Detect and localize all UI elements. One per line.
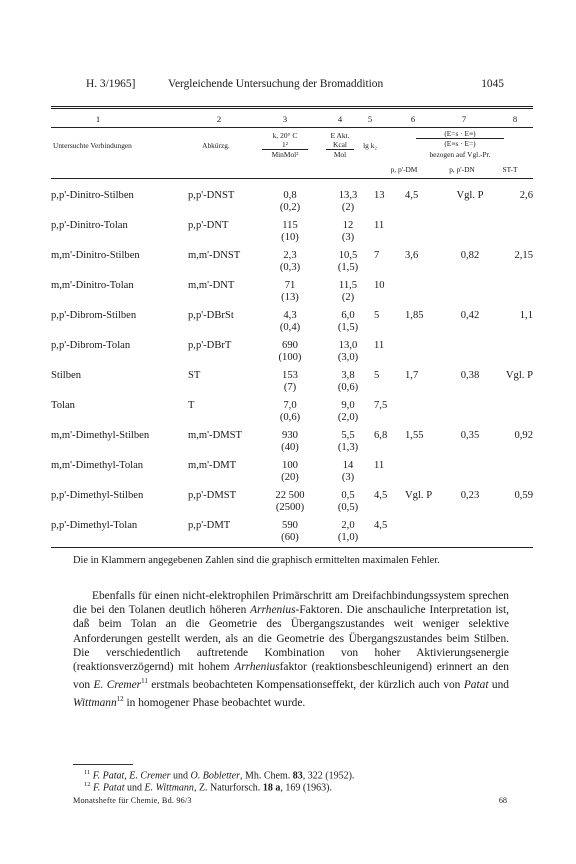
table-row-error — [51, 352, 533, 364]
column-number-4: 4 — [337, 114, 343, 124]
cell-dm: 4,5 — [405, 190, 419, 201]
journal-footer: Monatshefte für Chemie, Bd. 96/3 — [73, 796, 192, 805]
table-row — [51, 363, 533, 382]
cell-empty — [51, 472, 188, 484]
activation-energy-unit-den: Mol — [326, 149, 354, 159]
cell-empty — [497, 232, 533, 244]
cell-e: 0,5 — [341, 490, 355, 501]
cell-name: p,p'-Dibrom-Tolan — [51, 340, 131, 351]
cell-name: p,p'-Dibrom-Stilben — [51, 310, 137, 321]
cell-k_err: (2500) — [275, 501, 305, 513]
cell-k: 115 — [282, 220, 298, 231]
footnote-rule — [73, 764, 133, 765]
footnote-number: 11 — [84, 769, 91, 776]
cell-empty — [188, 412, 258, 424]
table-row — [51, 333, 533, 352]
table-row — [51, 423, 533, 442]
cell-k: 690 — [282, 340, 298, 351]
cell-empty — [405, 412, 443, 424]
cell-k: 153 — [282, 370, 298, 381]
body-paragraph — [73, 589, 509, 710]
cell-empty — [374, 382, 405, 394]
cell-abbr: p,p'-DMT — [188, 520, 231, 531]
table-row — [51, 453, 533, 472]
cell-abbr: m,m'-DMST — [188, 430, 242, 441]
rate-constant-unit-num: 1² — [282, 140, 288, 149]
activation-energy-label: E Akt. — [330, 131, 350, 140]
table-top-rule-2 — [51, 108, 533, 109]
cell-dn: Vgl. P — [456, 190, 484, 201]
cell-e: 2,0 — [341, 520, 355, 531]
footnote-authors: F. Patat — [93, 782, 125, 794]
table-row-error — [51, 532, 533, 544]
cell-e: 3,8 — [341, 370, 355, 381]
cell-empty — [497, 532, 533, 544]
cell-abbr: p,p'-DBrSt — [188, 310, 234, 321]
table-row-error — [51, 232, 533, 244]
cell-empty — [443, 532, 497, 544]
footnote-volume: 18 a — [262, 782, 281, 794]
table-row — [51, 273, 533, 292]
footnote-author2: E. Wittmann — [144, 782, 194, 794]
cell-empty — [374, 202, 405, 214]
cell-e: 13,0 — [338, 340, 358, 351]
ratio-denominator: (E≡s · E=) — [416, 138, 504, 148]
body-text-5: in homogener Phase beobachtet wurde. — [123, 697, 306, 710]
cell-k_err: (0,3) — [279, 261, 301, 273]
subheader-st-t: ST-T — [502, 165, 518, 174]
cell-lgk: 11 — [374, 340, 385, 351]
cell-abbr: ST — [188, 370, 201, 381]
cell-k: 0,8 — [283, 190, 297, 201]
footnote-12 — [84, 779, 332, 794]
column-number-8: 8 — [512, 114, 518, 124]
cell-lgk: 5 — [374, 310, 380, 321]
cell-abbr: p,p'-DNST — [188, 190, 235, 201]
cell-e: 12 — [342, 220, 354, 231]
running-title: Vergleichende Untersuchung der Bromaddition — [168, 78, 384, 90]
cell-k_err: (40) — [281, 441, 299, 453]
cell-dm: Vgl. P — [405, 490, 433, 501]
cell-empty — [374, 262, 405, 274]
header-compounds: Untersuchte Verbindungen — [53, 141, 132, 150]
cell-empty — [405, 202, 443, 214]
cell-empty — [443, 352, 497, 364]
cell-empty — [405, 442, 443, 454]
table-row — [51, 213, 533, 232]
cell-dm: 3,6 — [405, 250, 419, 261]
table-row — [51, 303, 533, 322]
cell-empty — [443, 202, 497, 214]
cell-abbr: m,m'-DNT — [188, 280, 235, 291]
cell-dn: 0,35 — [460, 430, 480, 441]
footnote-authors: F. Patat, E. Cremer — [92, 770, 171, 782]
cell-e_err: (0,6) — [337, 381, 359, 393]
table-row — [51, 243, 533, 262]
table-row-error — [51, 202, 533, 214]
cell-stt — [497, 273, 533, 292]
cell-lgk: 6,8 — [374, 430, 388, 441]
cell-dm: 1,7 — [405, 370, 419, 381]
cell-name: Stilben — [51, 370, 82, 381]
cell-e_err: (0,5) — [337, 501, 359, 513]
cell-empty — [497, 352, 533, 364]
cell-dm: 1,55 — [405, 430, 424, 441]
body-arrhenius-1: Arrhenius — [250, 604, 296, 617]
cell-empty — [188, 232, 258, 244]
footnote-ref-11[interactable]: 11 — [141, 677, 148, 686]
cell-empty — [188, 442, 258, 454]
body-text-1: Ebenfalls für einen nicht-elektrophilen Primärschritt am Dreifachbindungssystem sprechen die bei den Tolanen deutlich höheren — [73, 590, 509, 617]
cell-empty — [405, 532, 443, 544]
cell-k_err: (7) — [283, 381, 297, 393]
cell-empty — [51, 412, 188, 424]
cell-e_err: (2) — [341, 291, 355, 303]
cell-name: p,p'-Dimethyl-Tolan — [51, 520, 138, 531]
cell-empty — [405, 322, 443, 334]
footnote-journal: , Mh. Chem. — [239, 770, 293, 782]
table-row-error — [51, 442, 533, 454]
cell-empty — [497, 382, 533, 394]
cell-empty — [374, 232, 405, 244]
cell-e_err: (1,0) — [337, 531, 359, 543]
table-row — [51, 393, 533, 412]
cell-e: 11,5 — [338, 280, 358, 291]
cell-empty — [188, 502, 258, 514]
signature-number: 68 — [498, 796, 507, 805]
body-patat: Patat — [463, 679, 489, 692]
cell-k_err: (0,4) — [279, 321, 301, 333]
cell-dn: 0,38 — [460, 370, 480, 381]
cell-dn: 0,42 — [460, 310, 480, 321]
cell-empty — [497, 322, 533, 334]
cell-lgk: 7 — [374, 250, 380, 261]
cell-empty — [443, 442, 497, 454]
cell-dn: 0,82 — [460, 250, 480, 261]
running-header — [86, 78, 504, 92]
cell-empty — [374, 532, 405, 544]
footnote-number: 12 — [84, 781, 91, 788]
cell-empty — [51, 382, 188, 394]
table-row-error — [51, 292, 533, 304]
cell-e: 6,0 — [341, 310, 355, 321]
cell-empty — [374, 352, 405, 364]
cell-k: 100 — [282, 460, 298, 471]
cell-empty — [497, 472, 533, 484]
cell-empty — [188, 532, 258, 544]
cell-e: 14 — [342, 460, 354, 471]
cell-empty — [443, 472, 497, 484]
cell-empty — [51, 322, 188, 334]
cell-abbr: m,m'-DNST — [188, 250, 241, 261]
column-number-3: 3 — [282, 114, 288, 124]
page-number: 1045 — [481, 78, 504, 90]
cell-e: 5,5 — [341, 430, 355, 441]
journal-issue: H. 3/1965] — [86, 78, 136, 90]
header-ratio — [396, 122, 524, 159]
cell-stt: 2,15 — [514, 250, 533, 261]
cell-empty — [443, 232, 497, 244]
ratio-reference: bezogen auf Vgl.-Pr. — [429, 150, 491, 159]
cell-empty — [188, 472, 258, 484]
cell-k_err: (10) — [281, 231, 299, 243]
footnote-und: und — [124, 782, 145, 794]
body-und: und — [488, 679, 510, 692]
cell-lgk: 13 — [374, 190, 385, 201]
column-number-7: 7 — [461, 114, 467, 124]
cell-dm — [405, 333, 443, 352]
subheader-dn: p, p'-DN — [449, 165, 475, 174]
cell-empty — [188, 262, 258, 274]
cell-abbr: p,p'-DMST — [188, 490, 237, 501]
cell-name: m,m'-Dimethyl-Tolan — [51, 460, 144, 471]
cell-k: 7,0 — [283, 400, 297, 411]
table-row-error — [51, 262, 533, 274]
body-text-3: faktor (reaktionsbeschleunigend) erinnert an den von — [73, 661, 509, 692]
footnote-pages: , 169 (1963). — [280, 782, 332, 794]
cell-lgk: 5 — [374, 370, 380, 381]
cell-k: 4,3 — [283, 310, 297, 321]
cell-k_err: (0,6) — [279, 411, 301, 423]
cell-dm — [405, 453, 443, 472]
cell-dm — [405, 273, 443, 292]
rate-constant-unit-den: MinMol² — [262, 149, 308, 159]
table-note: Die in Klammern angegebenen Zahlen sind die graphisch ermittelten maximalen Fehler. — [73, 555, 440, 566]
cell-k: 71 — [284, 280, 296, 291]
cell-empty — [51, 202, 188, 214]
cell-stt — [497, 213, 533, 232]
cell-k: 22 500 — [275, 490, 305, 501]
cell-name: m,m'-Dimethyl-Stilben — [51, 430, 150, 441]
cell-e_err: (2,0) — [337, 411, 359, 423]
cell-empty — [497, 202, 533, 214]
cell-abbr: p,p'-DBrT — [188, 340, 232, 351]
cell-e_err: (3) — [341, 231, 355, 243]
cell-empty — [374, 472, 405, 484]
cell-empty — [405, 382, 443, 394]
table-bottom-rule — [51, 547, 533, 548]
cell-e: 10,5 — [338, 250, 358, 261]
cell-empty — [51, 352, 188, 364]
activation-energy-unit-num: Kcal — [333, 140, 347, 149]
cell-lgk: 11 — [374, 460, 385, 471]
cell-abbr: p,p'-DNT — [188, 220, 229, 231]
data-table — [51, 190, 533, 543]
cell-empty — [405, 292, 443, 304]
table-top-rule — [51, 106, 533, 107]
cell-stt: 0,92 — [514, 430, 533, 441]
cell-empty — [374, 322, 405, 334]
cell-empty — [188, 352, 258, 364]
cell-e_err: (3,0) — [337, 351, 359, 363]
cell-k_err: (60) — [281, 531, 299, 543]
cell-name: m,m'-Dinitro-Tolan — [51, 280, 134, 291]
cell-empty — [51, 292, 188, 304]
cell-lgk: 4,5 — [374, 520, 388, 531]
column-number-2: 2 — [216, 114, 222, 124]
cell-dm: 1,85 — [405, 310, 424, 321]
body-arrhenius-2: Arrhenius — [234, 661, 280, 674]
footnote-author2: O. Bobletter — [190, 770, 240, 782]
cell-e: 9,0 — [341, 400, 355, 411]
cell-e_err: (2) — [341, 201, 355, 213]
cell-empty — [188, 322, 258, 334]
cell-stt — [497, 453, 533, 472]
cell-empty — [497, 442, 533, 454]
cell-empty — [51, 502, 188, 514]
header-lg-k: lg k₂ — [363, 141, 377, 150]
cell-empty — [374, 442, 405, 454]
cell-empty — [51, 442, 188, 454]
cell-dn: 0,23 — [460, 490, 480, 501]
table-row-error — [51, 472, 533, 484]
cell-empty — [188, 202, 258, 214]
cell-stt — [497, 393, 533, 412]
cell-empty — [443, 502, 497, 514]
cell-empty — [374, 292, 405, 304]
body-cremer: E. Cremer — [93, 679, 142, 692]
cell-lgk: 4,5 — [374, 490, 388, 501]
footnote-journal: , Z. Naturforsch. — [193, 782, 263, 794]
cell-empty — [405, 352, 443, 364]
body-wittmann: Wittmann — [73, 697, 117, 710]
cell-empty — [405, 472, 443, 484]
cell-stt: 0,59 — [514, 490, 533, 501]
cell-empty — [405, 502, 443, 514]
cell-dm — [405, 513, 443, 532]
cell-abbr: T — [188, 400, 195, 411]
cell-empty — [374, 412, 405, 424]
cell-dn — [443, 513, 497, 532]
table-row — [51, 190, 533, 202]
body-text-4: erstmals beobachteten Kompensationseffekt, der kürzlich auch von — [147, 679, 464, 692]
cell-empty — [405, 232, 443, 244]
cell-name: p,p'-Dinitro-Stilben — [51, 190, 134, 201]
table-row-error — [51, 382, 533, 394]
header-rate-constant — [254, 131, 316, 159]
cell-empty — [443, 262, 497, 274]
cell-dm — [405, 213, 443, 232]
cell-empty — [497, 262, 533, 274]
cell-empty — [51, 532, 188, 544]
cell-e_err: (1,3) — [337, 441, 359, 453]
cell-empty — [51, 232, 188, 244]
cell-empty — [497, 292, 533, 304]
rate-constant-label: k, 20° C — [272, 131, 298, 140]
cell-k_err: (100) — [278, 351, 302, 363]
cell-dn — [443, 393, 497, 412]
cell-stt: Vgl. P — [505, 370, 533, 381]
ratio-numerator: (E=s · E≡) — [444, 129, 476, 138]
cell-k: 590 — [282, 520, 298, 531]
cell-e_err: (1,5) — [337, 321, 359, 333]
cell-empty — [443, 322, 497, 334]
header-abbreviation: Abkürzg. — [202, 141, 230, 150]
cell-k_err: (13) — [281, 291, 299, 303]
cell-k: 930 — [282, 430, 298, 441]
cell-empty — [188, 292, 258, 304]
footnote-pages: , 322 (1952). — [302, 770, 355, 782]
table-row-error — [51, 412, 533, 424]
cell-name: m,m'-Dinitro-Stilben — [51, 250, 140, 261]
footnote-und: und — [170, 770, 191, 782]
cell-lgk: 10 — [374, 280, 385, 291]
cell-dn — [443, 273, 497, 292]
footnote-ref-12[interactable]: 12 — [116, 695, 124, 704]
column-number-6: 6 — [410, 114, 416, 124]
table-body-rule — [51, 178, 533, 179]
cell-empty — [51, 262, 188, 274]
cell-abbr: m,m'-DMT — [188, 460, 237, 471]
column-number-5: 5 — [367, 114, 373, 124]
cell-name: p,p'-Dinitro-Tolan — [51, 220, 128, 231]
cell-name: Tolan — [51, 400, 75, 411]
cell-k_err: (20) — [281, 471, 299, 483]
cell-dn — [443, 213, 497, 232]
subheader-dm: p, p'-DM — [390, 165, 418, 174]
cell-empty — [443, 382, 497, 394]
table-row-error — [51, 322, 533, 334]
cell-k: 2,3 — [283, 250, 297, 261]
cell-empty — [405, 262, 443, 274]
cell-lgk: 7,5 — [374, 400, 388, 411]
cell-empty — [443, 412, 497, 424]
cell-lgk: 11 — [374, 220, 385, 231]
table-row-error — [51, 502, 533, 514]
cell-dm — [405, 393, 443, 412]
footnote-volume: 83 — [292, 770, 303, 782]
cell-e: 13,3 — [338, 190, 358, 201]
cell-dn — [443, 333, 497, 352]
cell-stt — [497, 513, 533, 532]
body-text-2: -Faktoren. Die anschauliche Interpretation ist, daß beim Tolan an die Geometrie des Übergangszustandes weit weniger selektive Anforderungen gestellt werden, als an die Geometrie des Übergangszustandes beim Stilben. Die verschiedentlich auftretende Kombination von hoher Aktivierungsenergie (reaktionsverzögernd) mit hohem — [73, 604, 509, 674]
table-row — [51, 483, 533, 502]
column-number-1: 1 — [95, 114, 101, 124]
cell-empty — [188, 382, 258, 394]
cell-e_err: (3) — [341, 471, 355, 483]
cell-empty — [497, 502, 533, 514]
cell-dn — [443, 453, 497, 472]
cell-stt — [497, 333, 533, 352]
cell-empty — [497, 412, 533, 424]
cell-empty — [374, 502, 405, 514]
cell-k_err: (0,2) — [279, 201, 301, 213]
cell-stt: 1,1 — [519, 310, 533, 321]
cell-empty — [443, 292, 497, 304]
cell-name: p,p'-Dimethyl-Stilben — [51, 490, 144, 501]
table-row — [51, 513, 533, 532]
cell-stt: 2,6 — [519, 190, 533, 201]
cell-e_err: (1,5) — [337, 261, 359, 273]
